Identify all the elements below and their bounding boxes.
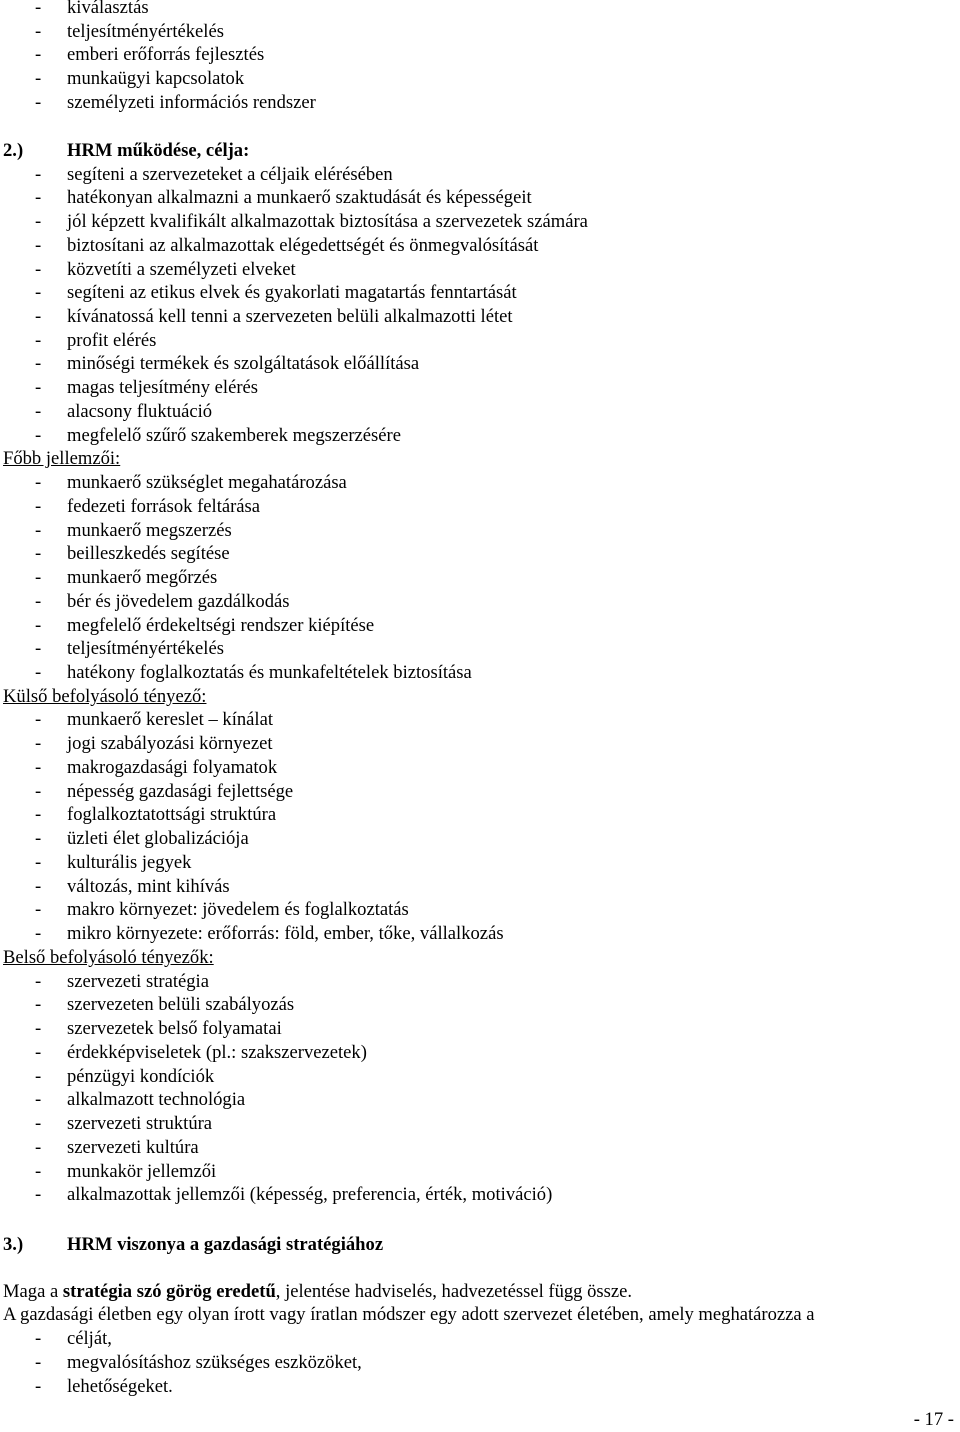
section-number: 3.) bbox=[3, 1234, 24, 1255]
page-number: - 17 - bbox=[913, 1409, 954, 1430]
section-title: HRM működése, célja: bbox=[67, 140, 250, 161]
subheading-belso: Belső befolyásoló tényezők: bbox=[3, 947, 214, 968]
section-number: 2.) bbox=[3, 140, 24, 161]
paragraph-strategy-origin: Maga a stratégia szó görög eredetű, jelentése hadviselés, hadvezetéssel függ össze. bbox=[3, 1281, 633, 1302]
subheading-fobb: Főbb jellemzői: bbox=[3, 448, 121, 469]
subheading-kulso: Külső befolyásoló tényező: bbox=[3, 686, 207, 707]
paragraph-strategy-definition: A gazdasági életben egy olyan írott vagy íratlan módszer egy adott szervezet életében, amely meghatározza a bbox=[3, 1304, 815, 1325]
section-title: HRM viszonya a gazdasági stratégiához bbox=[67, 1234, 384, 1255]
document-page: - kiválasztás - teljesítményértékelés - emberi erőforrás fejlesztés - munkaügyi kapcsolatok - személyzeti információs rendszer 2.) HRM működése, célja: - segíteni a szervezeteket a céljaik elérésében - hatékonyan alkalmazni a munkaerő szaktudását és képességeit - jól képzett kvalifikált alkalmazottak biztosítása a szervezetek számára - biztosítani az alkalmazottak elégedettségét és önmegvalósítását - közvetíti a személyzeti elveket - segíteni az etikus elvek és gyakorlati magatartás fenntartását - kívánatossá kell tenni a szervezeten belüli alkalmazotti létet - profit elérés - minőségi termékek és szolgáltatások előállítása - magas teljesítmény elérés - alacsony fluktuáció - megfelelő szűrő szakemberek megszerzésére Főbb jellemzői: - munkaerő szükséglet megahatározása - fedezeti források feltárása - munkaerő megszerzés - beilleszkedés segítése - munkaerő megőrzés - bér és jövedelem gazdálkodás - megfelelő érdekeltségi rendszer kiépítése - teljesítményértékelés - hatékony foglalkoztatás és munkafeltételek biztosítása Külső befolyásoló tényező: - munkaerő kereslet – kínálat - jogi szabályozási környezet - makrogazdasági folyamatok - népesség gazdasági fejlettsége - foglalkoztatottsági struktúra - üzleti élet globalizációja - kulturális jegyek - változás, mint kihívás - makro környezet: jövedelem és foglalkoztatás - mikro környezete: erőforrás: föld, ember, tőke, vállalkozás Belső befolyásoló tényezők: - szervezeti stratégia - szervezeten belüli szabályozás - szervezetek belső folyamatai - érdekképviseletek (pl.: szakszervezetek) - pénzügyi kondíciók - alkalmazott technológia - szervezeti struktúra - szervezeti kultúra - munkakör jellemzői - alkalmazottak jellemzői (képesség, preferencia, érték, motiváció) 3.) HRM viszonya a gazdasági stratégiához Maga a stratégia szó görög eredetű, jelentése hadviselés, hadvezetéssel függ össze. A gazdasági életben egy olyan írott vagy íratlan módszer egy adott szervezet életében, amely meghatározza a - célját, - megvalósításhoz szükséges eszközöket, - lehetőségeket. - 17 - bbox=[3, 0, 954, 1430]
